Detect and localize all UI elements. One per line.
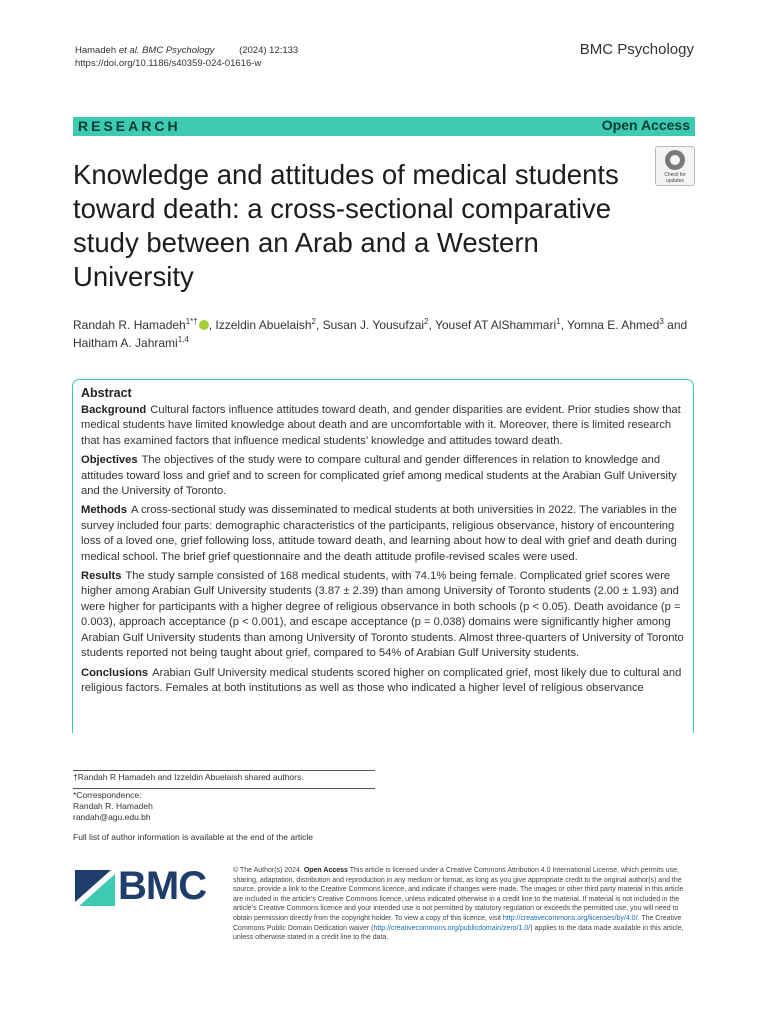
author-affiliation: 1,4 <box>177 335 189 344</box>
footnote-divider <box>73 770 375 771</box>
correspondence-block <box>73 790 153 823</box>
abstract-box <box>72 379 694 733</box>
correspondence-name: Randah R. Hamadeh <box>73 801 153 811</box>
open-access-label: Open Access <box>601 117 690 133</box>
authors-conjunction: and <box>667 318 688 332</box>
author-affiliation: 3 <box>659 317 664 326</box>
footnote-divider <box>73 788 375 789</box>
abstract-section-text: The study sample consisted of 168 medical students, with 74.1% being female. Complicated grief scores were higher among Arabian Gulf University students (3.87 ± 2.39) than among University of Toronto students (2.00 ± 1.93) and were higher for participants with a higher degree of religious observance in both schools (p < 0.05). Death avoidance (p = 0.003), approach acceptance (p < 0.001), and escape acceptance (p = 0.038) domains were significantly higher among Arabian Gulf University students than among University of Toronto students. Almost three-quarters of University of Toronto students reported not being taught about grief, compared to 54% of Arabian Gulf University students. <box>81 570 684 660</box>
crossmark-label: Check for updates <box>664 172 686 184</box>
article-title: Knowledge and attitudes of medical students toward death: a cross-sectional comparative study between an Arab and a Western University <box>73 159 619 292</box>
correspondence-email[interactable]: randah@agu.edu.bh <box>73 812 151 822</box>
bmc-logo <box>75 866 215 906</box>
copyright-notice: © The Author(s) 2024. <box>233 867 302 874</box>
author-name[interactable]: Randah R. Hamadeh <box>73 318 186 332</box>
citation-header <box>75 44 298 70</box>
license-text <box>233 866 695 943</box>
abstract-conclusions <box>81 666 685 697</box>
author-name[interactable]: Izzeldin Abuelaish <box>215 318 312 332</box>
abstract-results <box>81 569 685 661</box>
abstract-section-label: Background <box>81 404 147 416</box>
citation-journal: et al. BMC Psychology <box>118 45 215 56</box>
abstract-section-label: Objectives <box>81 454 138 467</box>
citation-line <box>75 44 298 57</box>
license-body-2: . The Creative Commons Public Domain Dedication waiver ( <box>233 914 682 932</box>
crossmark-icon <box>665 150 685 170</box>
abstract-heading: Abstract <box>81 386 132 400</box>
abstract-methods <box>81 503 685 565</box>
research-banner <box>73 117 695 136</box>
citation-year: (2024) 12:133 <box>239 45 299 56</box>
abstract-section-label: Results <box>81 570 122 583</box>
author-affiliation: 1*† <box>185 317 198 326</box>
cc-by-link[interactable]: http://creativecommons.org/licenses/by/4.0/ <box>502 914 638 922</box>
abstract-background <box>81 403 685 449</box>
section-label: RESEARCH <box>78 118 181 134</box>
author-affiliation: 2 <box>311 317 316 326</box>
citation-authors: Hamadeh <box>75 45 117 56</box>
doi-link[interactable]: https://doi.org/10.1186/s40359-024-01616-w <box>75 58 262 69</box>
bmc-logo-icon <box>75 866 115 906</box>
author-name[interactable]: Yousef AT AlShammari <box>434 318 557 332</box>
abstract-section-text: Arabian Gulf University medical students scored higher on complicated grief, most likely due to cultural and religious factors. Females at both institutions as well as those who indicated a higher level of religious observance <box>81 666 682 694</box>
orcid-icon[interactable] <box>199 320 209 330</box>
abstract-section-text: The objectives of the study were to compare cultural and gender differences in relation to knowledge and attitudes toward loss and grief and to screen for complicated grief among medical students at the Arabian Gulf University and the University of Toronto. <box>81 454 677 498</box>
cc-zero-link[interactable]: http://creativecommons.org/publicdomain/zero/1.0/ <box>373 924 531 932</box>
abstract-section-label: Conclusions <box>81 666 149 679</box>
license-open-access: Open Access <box>303 867 348 874</box>
bmc-logo-text: BMC <box>118 864 207 908</box>
author-affiliation: 2 <box>424 317 429 326</box>
abstract-section-text: Cultural factors influence attitudes toward death, and gender disparities are evident. Prior studies show that medical students have limited knowledge about death and are uncomfortable with it. Moreover, there is limited research that has examined factors that influence medical students’ knowledge and attitudes toward death. <box>81 404 681 447</box>
correspondence-label: *Correspondence: <box>73 790 142 800</box>
author-name[interactable]: Yomna E. Ahmed <box>567 318 660 332</box>
check-for-updates-button[interactable] <box>655 146 695 186</box>
author-info-note: Full list of author information is available at the end of the article <box>73 832 314 842</box>
author-affiliation: 1 <box>556 317 561 326</box>
author-name[interactable]: Haitham A. Jahrami <box>73 336 178 350</box>
abstract-section-label: Methods <box>81 504 127 517</box>
author-name[interactable]: Susan J. Yousufzai <box>322 318 425 332</box>
license-body: This article is licensed under a Creative Commons Attribution 4.0 International License, which permits use, sharing, adaptation, distribution and reproduction in any medium or format, as long as you give appropriate credit to the original author(s) and the source, provide a link to the Creative Commons licence, and indicate if changes were made. The images or other third party material in this article are included in the article’s Creative Commons licence, unless indicated otherwise in a credit line to the material. If material is not included in the article’s Creative Commons licence and your intended use is not permitted by statutory regulation or exceeds the permitted use, you will need to obtain permission directly from the copyright holder. To view a copy of this licence, visit <box>233 867 684 922</box>
abstract-objectives <box>81 453 685 499</box>
abstract-section-text: A cross-sectional study was disseminated to medical students at both universities in 2022. The variables in the survey included four parts: demographic characteristics of the participants, religious observance, history of encountering loss of a loved one, grief following loss, attitude toward death, and learning about how to deal with grief and death during medical school. The brief grief questionnaire and the death attitude profile-revised scales were used. <box>81 504 677 563</box>
author-list: Randah R. Hamadeh$^{1*\dagger}$ , Izzeldin Abuelaish$^2$, Susan J. Yousufzai$^2$, Yousef AT AlShammari$^1$, Yomna E. Ahmed$^3$ and Haitham A. Jahrami$^{1,4}$ <box>73 317 688 350</box>
journal-name: BMC Psychology <box>579 41 694 58</box>
license-body-3: ) applies to the data made available in this article, unless otherwise stated in a credit line to the data. <box>233 924 684 942</box>
shared-authorship-note: †Randah R Hamadeh and Izzeldin Abuelaish shared authors. <box>73 772 304 782</box>
